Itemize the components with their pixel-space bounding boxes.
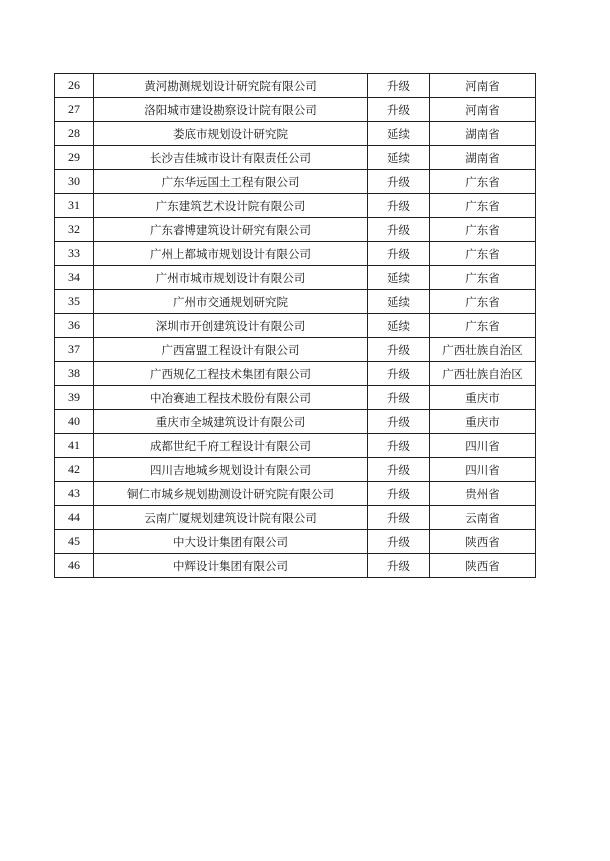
company-name: 娄底市规划设计研究院 <box>94 122 368 146</box>
company-name: 长沙吉佳城市设计有限责任公司 <box>94 146 368 170</box>
table-row <box>55 242 536 266</box>
province: 云南省 <box>430 506 536 530</box>
row-number: 38 <box>55 362 94 386</box>
province: 四川省 <box>430 434 536 458</box>
province: 重庆市 <box>430 386 536 410</box>
company-name: 广州上都城市规划设计有限公司 <box>94 242 368 266</box>
row-number: 43 <box>55 482 94 506</box>
table-row <box>55 146 536 170</box>
province: 四川省 <box>430 458 536 482</box>
table-row <box>55 410 536 434</box>
qualification-type: 延续 <box>368 266 430 290</box>
table-row <box>55 338 536 362</box>
table-row <box>55 266 536 290</box>
province: 湖南省 <box>430 122 536 146</box>
row-number: 29 <box>55 146 94 170</box>
table-row <box>55 386 536 410</box>
province: 重庆市 <box>430 410 536 434</box>
province: 广东省 <box>430 242 536 266</box>
province: 广东省 <box>430 314 536 338</box>
table-row <box>55 434 536 458</box>
province: 陕西省 <box>430 554 536 578</box>
company-name: 深圳市开创建筑设计有限公司 <box>94 314 368 338</box>
row-number: 39 <box>55 386 94 410</box>
qualification-type: 升级 <box>368 362 430 386</box>
company-name: 铜仁市城乡规划勘测设计研究院有限公司 <box>94 482 368 506</box>
province: 湖南省 <box>430 146 536 170</box>
qualification-type: 升级 <box>368 554 430 578</box>
row-number: 41 <box>55 434 94 458</box>
company-name: 成都世纪千府工程设计有限公司 <box>94 434 368 458</box>
row-number: 36 <box>55 314 94 338</box>
qualification-type: 升级 <box>368 74 430 98</box>
company-name: 广西富盟工程设计有限公司 <box>94 338 368 362</box>
province: 广东省 <box>430 218 536 242</box>
qualification-type: 升级 <box>368 410 430 434</box>
qualification-type: 升级 <box>368 530 430 554</box>
row-number: 44 <box>55 506 94 530</box>
company-name: 黄河勘测规划设计研究院有限公司 <box>94 74 368 98</box>
table-row <box>55 530 536 554</box>
row-number: 40 <box>55 410 94 434</box>
company-name: 中辉设计集团有限公司 <box>94 554 368 578</box>
row-number: 46 <box>55 554 94 578</box>
province: 广东省 <box>430 266 536 290</box>
row-number: 31 <box>55 194 94 218</box>
province: 河南省 <box>430 74 536 98</box>
table-row <box>55 74 536 98</box>
row-number: 28 <box>55 122 94 146</box>
province: 陕西省 <box>430 530 536 554</box>
table-row <box>55 170 536 194</box>
company-name: 中大设计集团有限公司 <box>94 530 368 554</box>
qualification-type: 升级 <box>368 482 430 506</box>
qualification-type: 升级 <box>368 218 430 242</box>
province: 广东省 <box>430 290 536 314</box>
row-number: 34 <box>55 266 94 290</box>
qualification-type: 升级 <box>368 170 430 194</box>
province: 河南省 <box>430 98 536 122</box>
table-row <box>55 458 536 482</box>
company-name: 云南广厦规划建筑设计院有限公司 <box>94 506 368 530</box>
row-number: 45 <box>55 530 94 554</box>
table-row <box>55 554 536 578</box>
table-row <box>55 98 536 122</box>
row-number: 26 <box>55 74 94 98</box>
company-name: 中冶赛迪工程技术股份有限公司 <box>94 386 368 410</box>
table-row <box>55 314 536 338</box>
company-name: 四川吉地城乡规划设计有限公司 <box>94 458 368 482</box>
qualification-type: 升级 <box>368 338 430 362</box>
company-name: 广州市城市规划设计有限公司 <box>94 266 368 290</box>
company-name: 洛阳城市建设勘察设计院有限公司 <box>94 98 368 122</box>
company-name: 广东睿博建筑设计研究有限公司 <box>94 218 368 242</box>
qualification-type: 升级 <box>368 98 430 122</box>
qualification-type: 升级 <box>368 506 430 530</box>
organization-table <box>54 73 536 578</box>
row-number: 27 <box>55 98 94 122</box>
qualification-type: 延续 <box>368 122 430 146</box>
qualification-type: 延续 <box>368 314 430 338</box>
qualification-type: 升级 <box>368 242 430 266</box>
row-number: 42 <box>55 458 94 482</box>
company-name: 广东建筑艺术设计院有限公司 <box>94 194 368 218</box>
table-row <box>55 122 536 146</box>
province: 广西壮族自治区 <box>430 362 536 386</box>
province: 贵州省 <box>430 482 536 506</box>
row-number: 37 <box>55 338 94 362</box>
table-row <box>55 290 536 314</box>
row-number: 30 <box>55 170 94 194</box>
table-row <box>55 194 536 218</box>
table-row <box>55 362 536 386</box>
table-row <box>55 218 536 242</box>
qualification-type: 升级 <box>368 386 430 410</box>
row-number: 32 <box>55 218 94 242</box>
province: 广西壮族自治区 <box>430 338 536 362</box>
table-row <box>55 506 536 530</box>
table-row <box>55 482 536 506</box>
table-body <box>55 74 536 578</box>
province: 广东省 <box>430 194 536 218</box>
company-name: 重庆市全城建筑设计有限公司 <box>94 410 368 434</box>
qualification-type: 升级 <box>368 194 430 218</box>
row-number: 35 <box>55 290 94 314</box>
qualification-type: 延续 <box>368 146 430 170</box>
qualification-type: 升级 <box>368 434 430 458</box>
company-name: 广西规亿工程技术集团有限公司 <box>94 362 368 386</box>
qualification-type: 延续 <box>368 290 430 314</box>
qualification-type: 升级 <box>368 458 430 482</box>
province: 广东省 <box>430 170 536 194</box>
company-name: 广州市交通规划研究院 <box>94 290 368 314</box>
row-number: 33 <box>55 242 94 266</box>
company-name: 广东华远国土工程有限公司 <box>94 170 368 194</box>
